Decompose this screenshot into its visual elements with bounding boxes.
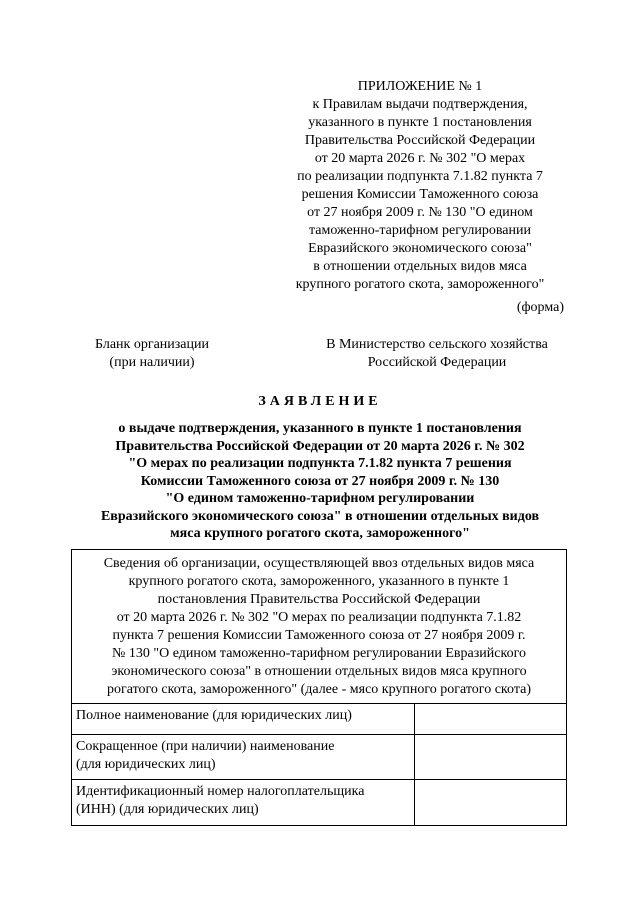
full-name-value-field[interactable] [415,704,567,735]
subtitle-line: "О едином таможенно-тарифном регулировании [165,491,475,506]
table-header-row [72,550,567,704]
inn-label [72,780,415,826]
document-subtitle [60,420,580,543]
form-label: (форма) [516,300,564,315]
table-header-line: Сведения об организации, осуществляющей ввоз отдельных видов мяса [103,556,535,571]
addressee-line: В Министерство сельского хозяйства [326,337,548,352]
organization-info-table [71,549,567,826]
full-name-label [72,704,415,735]
appendix-line: от 27 ноября 2009 г. № 130 "О едином [307,205,533,220]
table-header-line: пункта 7 решения Комиссии Таможенного союза от 27 ноября 2009 г. [112,628,526,643]
appendix-line: Правительства Российской Федерации [304,133,536,148]
table-header-line: № 130 "О едином таможенно-тарифном регулировании Евразийского [112,646,526,661]
appendix-line: по реализации подпункта 7.1.82 пункта 7 [297,169,543,184]
table-header-line: рогатого скота, замороженного" (далее - мясо крупного рогатого скота) [106,682,531,697]
table-row [72,735,567,780]
subtitle-line: "О мерах по реализации подпункта 7.1.82 пункта 7 решения [128,456,512,471]
row-label-line: Сокращенное (при наличии) наименование [76,739,335,754]
appendix-line: указанного в пункте 1 постановления [308,115,532,130]
table-header-cell [72,550,567,704]
appendix-line: таможенно-тарифном регулировании [309,223,531,238]
letterhead-line: (при наличии) [109,355,195,370]
row-label-line: Полное наименование (для юридических лиц) [76,708,352,723]
addressee-line: Российской Федерации [367,355,507,370]
table-row [72,780,567,826]
inn-value-field[interactable] [415,780,567,826]
table-header-line: экономического союза" в отношении отдельных видов мяса крупного [111,664,527,679]
subtitle-line: Евразийского экономического союза" в отношении отдельных видов [100,508,540,524]
appendix-line: крупного рогатого скота, замороженного" [295,277,545,292]
appendix-line: к Правилам выдачи подтверждения, [312,97,528,112]
appendix-line: в отношении отдельных видов мяса [313,259,527,274]
subtitle-line: о выдаче подтверждения, указанного в пункте 1 постановления [118,421,522,436]
appendix-line: решения Комиссии Таможенного союза [301,187,539,202]
subtitle-line: Комиссии Таможенного союза от 27 ноября 2009 г. № 130 [140,473,500,489]
subtitle-line: Правительства Российской Федерации от 20 марта 2026 г. № 302 [115,438,525,454]
row-label-line: (ИНН) (для юридических лиц) [76,802,259,817]
subtitle-line: мяса крупного рогатого скота, замороженного" [170,526,470,541]
table-header-line: крупного рогатого скота, замороженного, указанного в пункте 1 [128,574,510,589]
document-title: ЗАЯВЛЕНИЕ [258,394,382,409]
row-label-line: (для юридических лиц) [76,757,216,772]
appendix-line: ПРИЛОЖЕНИЕ № 1 [357,79,483,94]
table-row [72,704,567,735]
table-header-line: постановления Правительства Российской Федерации [157,592,481,607]
appendix-line: от 20 марта 2026 г. № 302 "О мерах [314,151,526,166]
short-name-label [72,735,415,780]
organization-letterhead [72,336,232,372]
appendix-block [278,78,562,294]
table-header-line: от 20 марта 2026 г. № 302 "О мерах по реализации подпункта 7.1.82 [116,610,522,625]
appendix-line: Евразийского экономического союза" [308,241,532,256]
row-label-line: Идентификационный номер налогоплательщика [76,784,365,799]
short-name-value-field[interactable] [415,735,567,780]
letterhead-line: Бланк организации [94,337,209,352]
addressee [308,336,566,372]
